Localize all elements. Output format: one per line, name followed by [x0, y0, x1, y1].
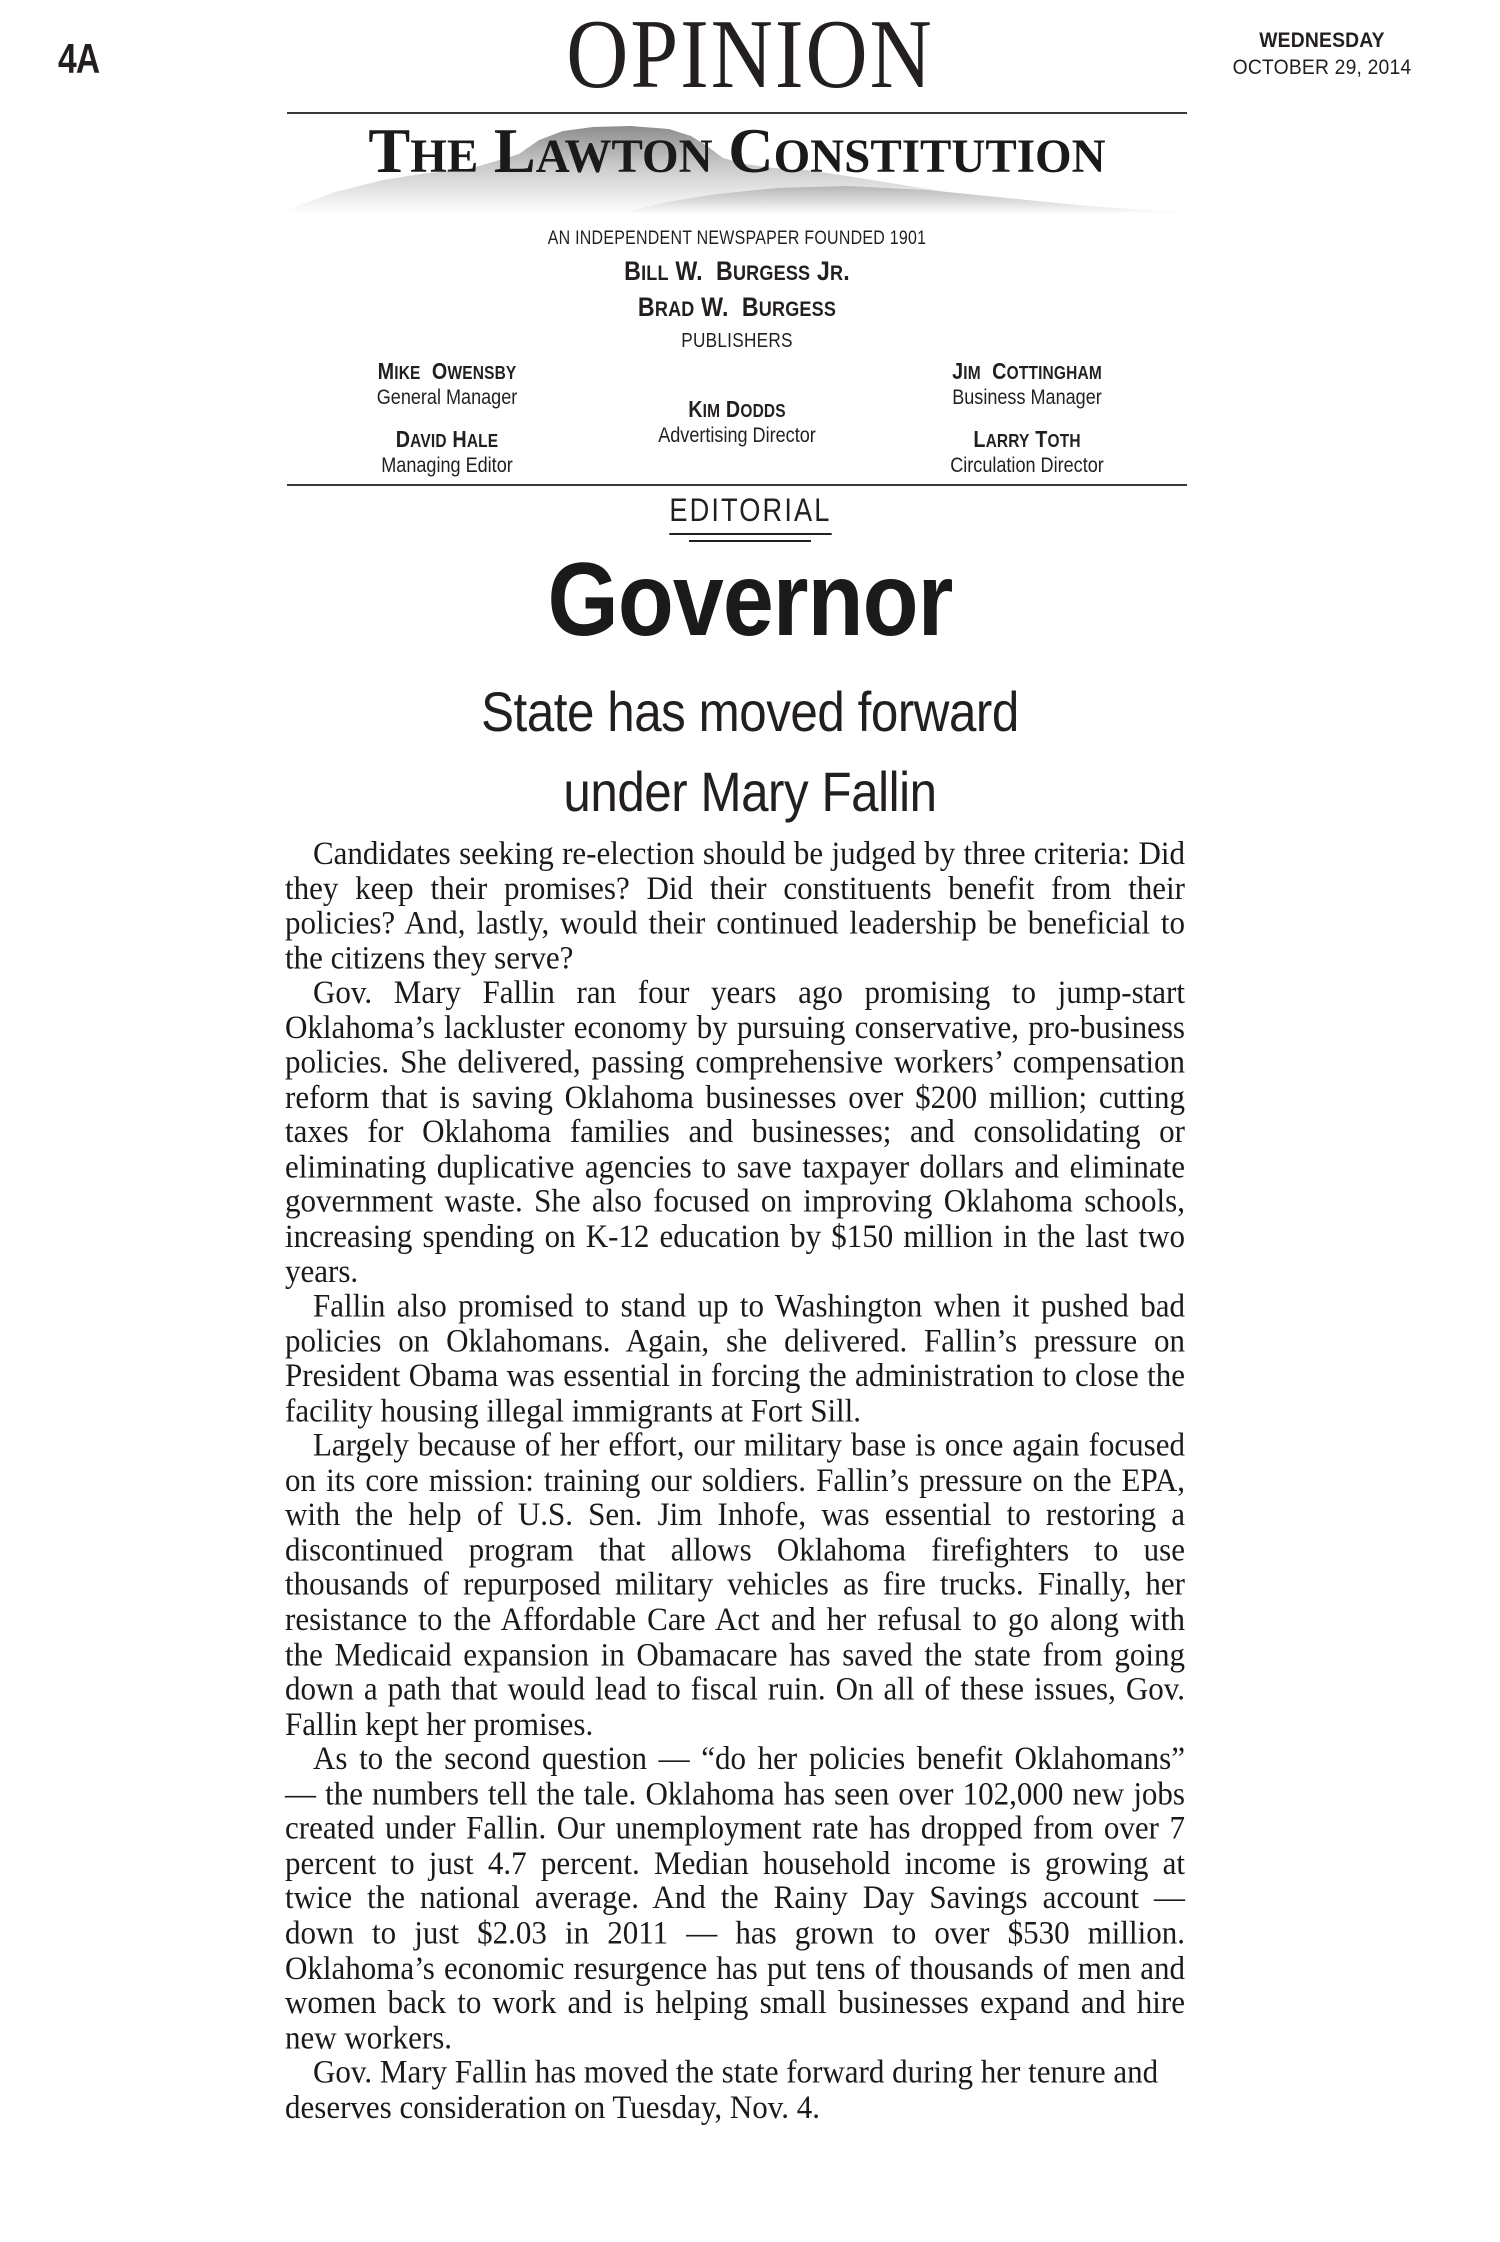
publication-date [1152, 28, 1492, 82]
staff-listing [287, 358, 1187, 480]
editorial-label [0, 492, 1500, 535]
staff-column-center [587, 396, 887, 448]
publisher-name-2: BRAD W. BURGESS [637, 292, 837, 322]
body-paragraph: Candidates seeking re-election should be judged by three criteria: Did they keep their promises? Did their constituents benefit from their policies? And, lastly, would their continued leadership be beneficial to the citizens they serve? [285, 833, 1185, 976]
page-header [0, 0, 1500, 109]
section-title: OPINION [566, 0, 934, 109]
body-paragraph: As to the second question — “do her policies benefit Oklahomans” — the numbers tell the tale. Oklahoma has seen over 102,000 new jobs created under Fallin. Our unemployment rate has dropped from over 7 percent to just 4.7 percent. Median household income is growing at twice the national average. And the Rainy Day Savings account — down to just $2.03 in 2011 — has grown to over $530 million. Oklahoma’s economic resurgence has put tens of thousands of men and women back to work and is helping small businesses expand and hire new workers. [285, 1739, 1185, 2056]
masthead-title [296, 115, 1178, 186]
staff-title: Business Manager [952, 386, 1102, 410]
staff-name: MIKE OWENSBY [377, 358, 517, 384]
editorial-body [285, 833, 1185, 2126]
date-full: OCTOBER 29, 2014 [1232, 55, 1412, 79]
subhead-line-2: under Mary Fallin [563, 759, 937, 823]
subhead-line-1: State has moved forward [481, 680, 1019, 743]
body-paragraph: Gov. Mary Fallin ran four years ago promising to jump-start Oklahoma’s lackluster economy by pursuing conservative, pro-business policies. She delivered, passing comprehensive workers’ compensation reform that is saving Oklahoma businesses over $200 million; cutting taxes for Oklahoma families and businesses; and consolidating or eliminating duplicative agencies to save taxpayer dollars and eliminate government waste. She also focused on improving Oklahoma schools, increasing spending on K-12 education by $150 million in the last two years. [285, 973, 1185, 1290]
staff-entry [877, 426, 1177, 478]
page-title: Governor [547, 542, 953, 658]
editorial-label-text: EDITORIAL [669, 492, 831, 535]
staff-entry [587, 396, 887, 448]
staff-column-left [297, 358, 597, 479]
date-weekday: WEDNESDAY [1259, 29, 1385, 52]
staff-column-right [877, 358, 1177, 479]
masthead-tagline: AN INDEPENDENT NEWSPAPER FOUNDED 1901 [547, 228, 927, 249]
publisher-name-1: BILL W. BURGESS JR. [624, 256, 850, 286]
masthead-bottom-rule [287, 484, 1187, 486]
staff-title: Advertising Director [658, 424, 816, 448]
page-folio: 4A [58, 35, 100, 82]
staff-entry [297, 358, 597, 410]
staff-name: DAVID HALE [395, 426, 499, 453]
body-paragraph: Fallin also promised to stand up to Washington when it pushed bad policies on Oklahomans. Again, she delivered. Fallin’s pressure on President Obama was essential in forcing the administration to close the facility housing illegal immigrants at Fort Sill. [285, 1286, 1185, 1429]
editorial-subhead [90, 672, 1410, 831]
staff-title: Managing Editor [381, 454, 513, 478]
staff-name: KIM DODDS [688, 396, 786, 422]
body-paragraph: Gov. Mary Fallin has moved the state forward during her tenure and deserves consideration on Tuesday, Nov. 4. [285, 2052, 1159, 2126]
body-paragraph: Largely because of her effort, our military base is once again focused on its core mission: training our soldiers. Fallin’s pressure on the EPA, with the help of U.S. Sen. Jim Inhofe, was essential to restoring a discontinued program that allows Oklahoma firefighters to use thousands of repurposed military vehicles as fire trucks. Finally, her resistance to the Affordable Care Act and her refusal to go along with the Medicaid expansion in Obamacare has saved the state from going down a path that would lead to fiscal ruin. On all of these issues, Gov. Fallin kept her promises. [285, 1425, 1185, 1742]
staff-title: General Manager [376, 386, 518, 410]
publishers-label: PUBLISHERS [681, 330, 793, 352]
staff-entry [297, 426, 597, 478]
staff-entry [877, 358, 1177, 410]
staff-name: LARRY TOTH [973, 426, 1081, 453]
masthead [287, 115, 1187, 218]
header-divider-rule [287, 112, 1187, 114]
staff-title: Circulation Director [950, 454, 1104, 478]
staff-name: JIM COTTINGHAM [952, 358, 1102, 384]
masthead-title-text: THE LAWTON CONSTITUTION [368, 115, 1106, 186]
